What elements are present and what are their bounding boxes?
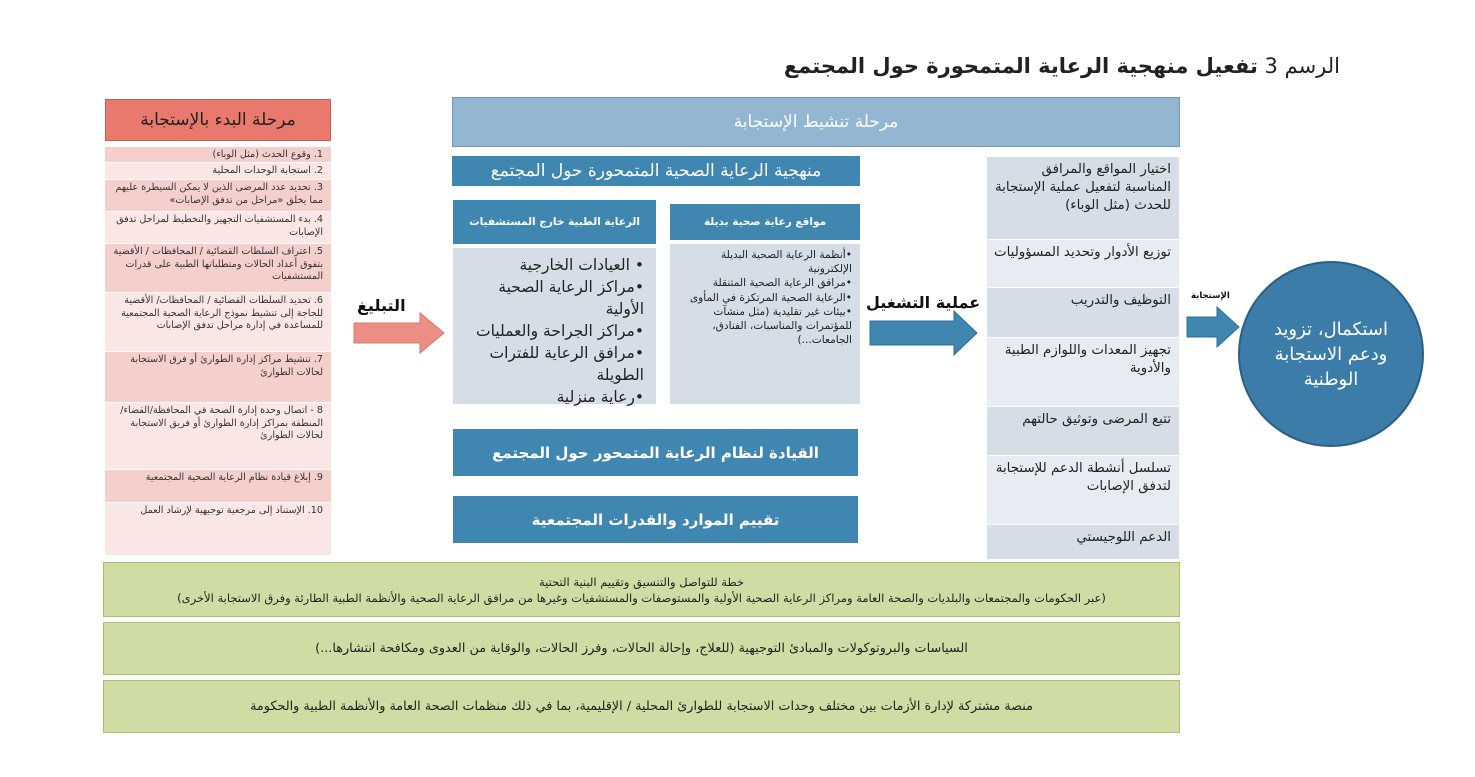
outside-hospitals-item: • العيادات الخارجية xyxy=(519,256,644,274)
alternative-sites-item: •مرافق الرعاية الصحية المتنقلة xyxy=(712,277,852,290)
initiation-step: 9. إبلاغ قيادة نظام الرعاية الصحية المجتمعية xyxy=(105,470,331,502)
response-label: الإستجابة xyxy=(1191,291,1230,301)
assessment-box: تقييم الموارد والقدرات المجتمعية xyxy=(453,496,858,543)
notify-label: التبليغ xyxy=(357,296,406,315)
notify-arrow-icon xyxy=(352,311,446,355)
operation-step: الدعم اللوجيستي xyxy=(987,525,1179,559)
alternative-sites-item: •أنظمة الرعاية الصحية البديلة الإلكترونية xyxy=(720,249,852,276)
initiation-step: 10. الإستناد إلى مرجعية توجيهية لإرشاد العمل xyxy=(105,503,331,555)
initiation-phase-heading: مرحلة البدء بالإستجابة xyxy=(105,99,331,141)
outside-hospitals-item: •مرافق الرعاية للفترات الطويلة xyxy=(489,344,644,384)
platform-band xyxy=(103,680,1180,733)
platform-text: منصة مشتركة لإدارة الأزمات بين مختلف وحدات الاستجابة للطوارئ المحلية / الإقليمية، بما في ذلك منظمات الصحة العامة والأنظمة الطبية والحكومة xyxy=(250,698,1033,714)
alternative-sites-item: •بيئات غير تقليدية (مثل منشآت للمؤتمرات والمناسبات، الفنادق، الجامعات...) xyxy=(712,305,852,347)
operation-step: تتبع المرضى وتوثيق حالتهم xyxy=(987,407,1179,455)
operation-step: اختيار المواقع والمرافق المناسبة لتفعيل عملية الإستجابة للحدث (مثل الوباء) xyxy=(987,157,1179,239)
approach-heading: منهجية الرعاية الصحية المتمحورة حول المجتمع xyxy=(452,156,860,186)
leadership-box: القيادة لنظام الرعاية المتمحور حول المجتمع xyxy=(453,429,858,476)
operation-step: تجهيز المعدات واللوازم الطبية والأدوية xyxy=(987,338,1179,406)
activation-phase-heading: مرحلة تنشيط الإستجابة xyxy=(452,97,1180,147)
operation-step: توزيع الأدوار وتحديد المسؤوليات xyxy=(987,240,1179,287)
alternative-sites-list xyxy=(670,244,860,404)
outside-hospitals-item: •رعاية منزلية xyxy=(556,388,644,406)
initiation-step: 4. بدء المستشفيات التجهيز والتخطيط لمراحل تدفق الإصابات xyxy=(105,212,331,243)
alternative-sites-heading: مواقع رعاية صحية بديلة xyxy=(670,204,860,240)
outside-hospitals-item: •مراكز الجراحة والعمليات xyxy=(476,322,644,340)
communication-plan-title: خطة للتواصل والتنسيق وتقييم البنية التحتية xyxy=(538,574,745,589)
alternative-sites-item: •الرعاية الصحية المرتكزة في المأوى xyxy=(689,291,852,304)
operation-label: عملية التشغيل xyxy=(866,293,981,312)
initiation-step: 2. استجابة الوحدات المحلية xyxy=(105,163,331,179)
initiation-steps-list xyxy=(105,147,331,555)
operation-arrow-icon xyxy=(868,309,980,357)
initiation-step: 6. تحديد السلطات القضائية / المحافظات/ الأقضية للحاجة إلى تنشيط نموذج الرعاية الصحية المجتمعية للمساعدة في إدارة مراحل تدفق الإصابات xyxy=(105,293,331,351)
outcome-text: استكمال، تزويد ودعم الاستجابة الوطنية xyxy=(1273,318,1389,390)
outside-hospitals-list xyxy=(453,248,656,404)
figure-title-text: تفعيل منهجية الرعاية المتمحورة حول المجتمع xyxy=(783,54,1258,78)
figure-number: الرسم 3 xyxy=(1264,54,1340,78)
outside-hospitals-item: •مراكز الرعاية الصحية الأولية xyxy=(498,278,644,318)
initiation-step: 1. وقوع الحدث (مثل الوباء) xyxy=(105,147,331,162)
operation-step: التوظيف والتدريب xyxy=(987,288,1179,337)
operation-step: تسلسل أنشطة الدعم للإستجابة لتدفق الإصابات xyxy=(987,456,1179,524)
figure-title xyxy=(784,54,1340,78)
communication-plan-detail: (عبر الحكومات والمجتمعات والبلديات والصحة العامة ومراكز الرعاية الصحية الأولية والمستوصفات والمستشفيات وغيرها من مرافق الرعاية الصحية والأنظمة الطبية الطارئة وفرق الاستجابة الأخرى) xyxy=(177,590,1106,605)
initiation-step: 8 - اتصال وحدة إدارة الصحة في المحافظة/القضاء/المنطقة بمراكز إدارة الطوارئ أو فريق الاستجابة لحالات الطوارئ xyxy=(105,403,331,469)
initiation-step: 5. اعتراف السلطات القضائية / المحافظات / الأقضية بتفوق أعداد الحالات ومتطلباتها الطبية على قدرات المستشفيات xyxy=(105,244,331,292)
policies-text: السياسات والبروتوكولات والمبادئ التوجيهية (للعلاج، وإحالة الحالات، وفرز الحالات، والوقاية من العدوى ومكافحة انتشارها...) xyxy=(315,640,968,656)
response-arrow-icon xyxy=(1185,305,1241,349)
policies-band xyxy=(103,622,1180,675)
initiation-step: 7. تنشيط مراكز إدارة الطوارئ أو فرق الاستجابة لحالات الطوارئ xyxy=(105,352,331,402)
communication-plan-band xyxy=(103,562,1180,617)
outside-hospitals-heading: الرعاية الطبية خارج المستشفيات xyxy=(453,200,656,244)
initiation-step: 3. تحديد عدد المرضى الذين لا يمكن السيطرة عليهم مما يخلق «مراحل من تدفق الإصابات» xyxy=(105,180,331,211)
national-response-circle xyxy=(1238,261,1424,447)
